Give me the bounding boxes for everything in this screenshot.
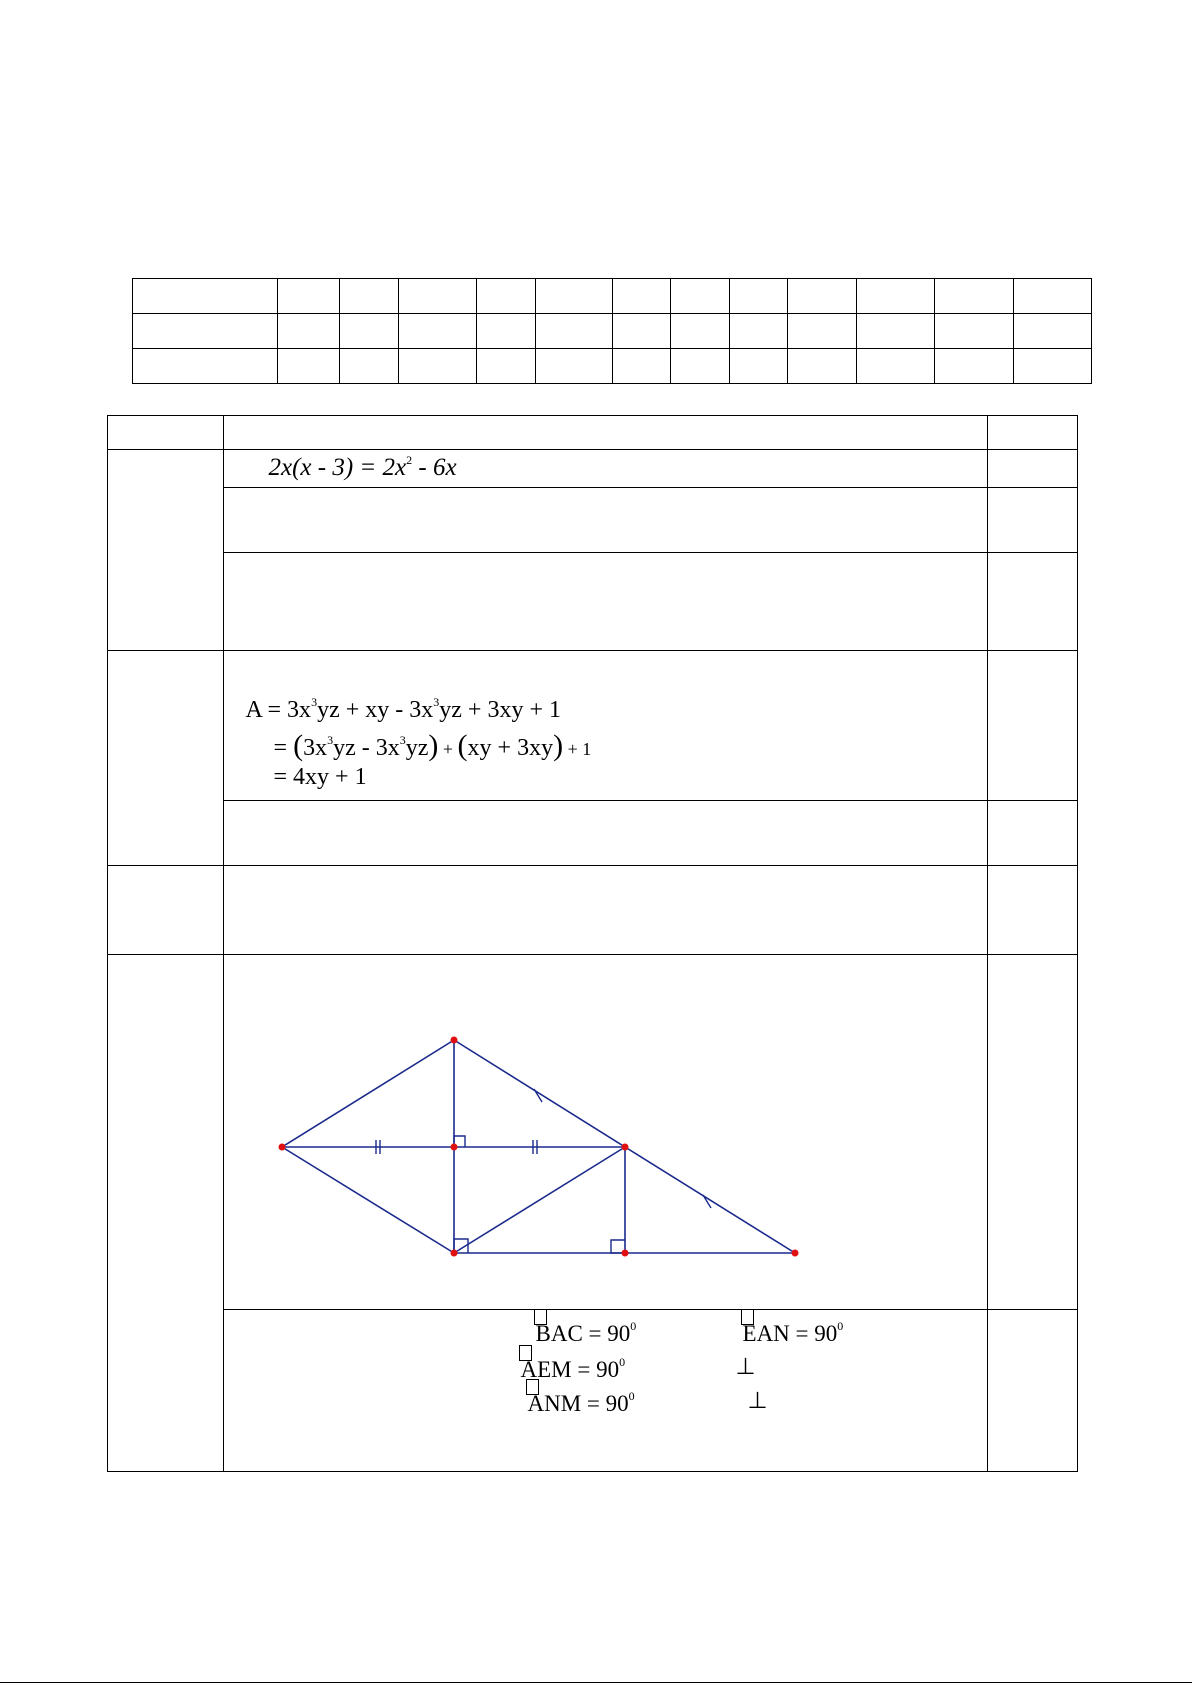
grid-cell bbox=[340, 279, 399, 314]
score-cell bbox=[988, 651, 1078, 801]
plus: + bbox=[438, 739, 458, 759]
angle-ean bbox=[743, 1321, 844, 1347]
figure-mark bbox=[703, 1195, 711, 1208]
q1-step-2 bbox=[223, 488, 988, 553]
grid-cell bbox=[133, 314, 278, 349]
exponent: 3 bbox=[311, 695, 318, 709]
angle-symbol-icon bbox=[519, 1345, 532, 1361]
figure-point bbox=[450, 1144, 457, 1151]
paren: ( bbox=[293, 729, 304, 762]
figure-point bbox=[450, 1037, 457, 1044]
grid-cell bbox=[133, 349, 278, 384]
q1-expression bbox=[269, 454, 457, 482]
grid-cell bbox=[612, 279, 671, 314]
grid-cell bbox=[535, 349, 612, 384]
grid-cell bbox=[398, 314, 476, 349]
q2-line1-part: yz + 3xy + 1 bbox=[439, 697, 561, 723]
grid-cell bbox=[788, 279, 856, 314]
q1-exponent: 2 bbox=[406, 453, 413, 467]
figure-segment bbox=[454, 1147, 625, 1253]
figure-segment bbox=[454, 1040, 625, 1147]
q2-line-1 bbox=[246, 697, 561, 724]
figure-point bbox=[621, 1144, 628, 1151]
grid-cell bbox=[1013, 349, 1091, 384]
grid-cell bbox=[935, 349, 1013, 384]
q2-step-1 bbox=[223, 651, 988, 801]
grid-cell bbox=[535, 279, 612, 314]
question-3-label bbox=[108, 866, 224, 955]
figure-segment bbox=[282, 1040, 454, 1147]
score-cell bbox=[988, 1310, 1078, 1472]
q2-step-2 bbox=[223, 801, 988, 866]
angle-anm bbox=[528, 1391, 635, 1417]
grid-cell bbox=[856, 349, 934, 384]
q3-step-1 bbox=[223, 866, 988, 955]
grid-cell bbox=[133, 279, 278, 314]
header-cell-content bbox=[223, 416, 988, 450]
perpendicular-symbol-2: ⊥ bbox=[747, 1388, 768, 1413]
header-cell-score bbox=[988, 416, 1078, 450]
angle-text: EAN = 90 bbox=[742, 1321, 838, 1346]
question-2-label bbox=[108, 651, 224, 866]
grid-cell bbox=[277, 279, 339, 314]
grid-cell bbox=[671, 349, 730, 384]
grid-cell bbox=[788, 349, 856, 384]
q4-figure-cell bbox=[223, 955, 988, 1310]
paren: ) bbox=[553, 729, 564, 762]
q2-line1-part: yz + xy - 3x bbox=[317, 697, 434, 723]
degree-sup: 0 bbox=[837, 1319, 844, 1333]
grid-cell bbox=[612, 314, 671, 349]
grid-cell bbox=[277, 349, 339, 384]
grid-cell bbox=[340, 349, 399, 384]
q2-line2-part: yz - 3x bbox=[333, 735, 400, 761]
perpendicular-symbol-1: ⊥ bbox=[735, 1354, 756, 1379]
solution-table bbox=[107, 415, 1078, 1472]
grid-cell bbox=[935, 279, 1013, 314]
paren: ) bbox=[428, 729, 439, 762]
angle-symbol-icon bbox=[534, 1309, 547, 1325]
angle-text: AEM = 90 bbox=[520, 1357, 620, 1382]
question-1-label bbox=[108, 450, 224, 651]
angle-text: BAC = 90 bbox=[535, 1321, 631, 1346]
grid-cell bbox=[477, 349, 536, 384]
figure-point bbox=[621, 1250, 628, 1257]
figure-point bbox=[450, 1250, 457, 1257]
q1-lhs: 2x(x - 3) = 2x bbox=[268, 454, 407, 481]
angle-symbol-icon bbox=[526, 1379, 539, 1395]
q2-line1-part: A = 3x bbox=[245, 697, 312, 723]
exponent: 3 bbox=[433, 695, 440, 709]
q1-step-3 bbox=[223, 553, 988, 651]
figure-point bbox=[791, 1250, 798, 1257]
degree-sup: 0 bbox=[619, 1355, 626, 1369]
grid-cell bbox=[856, 314, 934, 349]
q2-line2-part: = bbox=[273, 735, 294, 761]
grid-cell bbox=[729, 349, 788, 384]
answer-grid-table bbox=[132, 278, 1092, 384]
geometry-figure bbox=[224, 955, 991, 1310]
grid-cell bbox=[1013, 279, 1091, 314]
q1-step-1 bbox=[223, 450, 988, 488]
paren: ( bbox=[457, 729, 468, 762]
q1-rhs: - 6x bbox=[412, 454, 457, 481]
grid-cell bbox=[729, 314, 788, 349]
score-cell bbox=[988, 488, 1078, 553]
grid-cell bbox=[671, 279, 730, 314]
degree-sup: 0 bbox=[628, 1389, 635, 1403]
degree-sup: 0 bbox=[630, 1319, 637, 1333]
bottom-rule bbox=[0, 1682, 1192, 1683]
grid-cell bbox=[1013, 314, 1091, 349]
grid-cell bbox=[729, 279, 788, 314]
grid-cell bbox=[856, 279, 934, 314]
grid-cell bbox=[340, 314, 399, 349]
figure-point bbox=[278, 1144, 285, 1151]
grid-cell bbox=[535, 314, 612, 349]
score-cell bbox=[988, 955, 1078, 1310]
angle-symbol-icon bbox=[741, 1309, 754, 1325]
question-4-label bbox=[108, 955, 224, 1472]
figure-segment bbox=[282, 1147, 454, 1253]
score-cell bbox=[988, 553, 1078, 651]
figure-segment bbox=[625, 1147, 795, 1253]
score-cell bbox=[988, 866, 1078, 955]
q2-line-2 bbox=[274, 729, 592, 763]
score-cell bbox=[988, 450, 1078, 488]
q2-line2-part: xy + 3xy bbox=[467, 735, 554, 761]
grid-cell bbox=[398, 349, 476, 384]
grid-cell bbox=[612, 349, 671, 384]
exponent: 3 bbox=[327, 733, 334, 747]
q2-line2-tail: + 1 bbox=[563, 739, 592, 759]
grid-cell bbox=[277, 314, 339, 349]
grid-cell bbox=[935, 314, 1013, 349]
grid-cell bbox=[671, 314, 730, 349]
grid-cell bbox=[398, 279, 476, 314]
q4-step-2 bbox=[223, 1310, 988, 1472]
q2-line2-part: yz bbox=[405, 735, 429, 761]
grid-cell bbox=[477, 279, 536, 314]
grid-cell bbox=[477, 314, 536, 349]
q2-line-3: = 4xy + 1 bbox=[273, 764, 367, 790]
score-cell bbox=[988, 801, 1078, 866]
q2-line2-part: 3x bbox=[303, 735, 328, 761]
grid-cell bbox=[788, 314, 856, 349]
angle-text: ANM = 90 bbox=[527, 1391, 629, 1416]
header-cell-question bbox=[108, 416, 224, 450]
figure-mark bbox=[534, 1089, 542, 1102]
exponent: 3 bbox=[399, 733, 406, 747]
angle-bac bbox=[536, 1321, 637, 1347]
